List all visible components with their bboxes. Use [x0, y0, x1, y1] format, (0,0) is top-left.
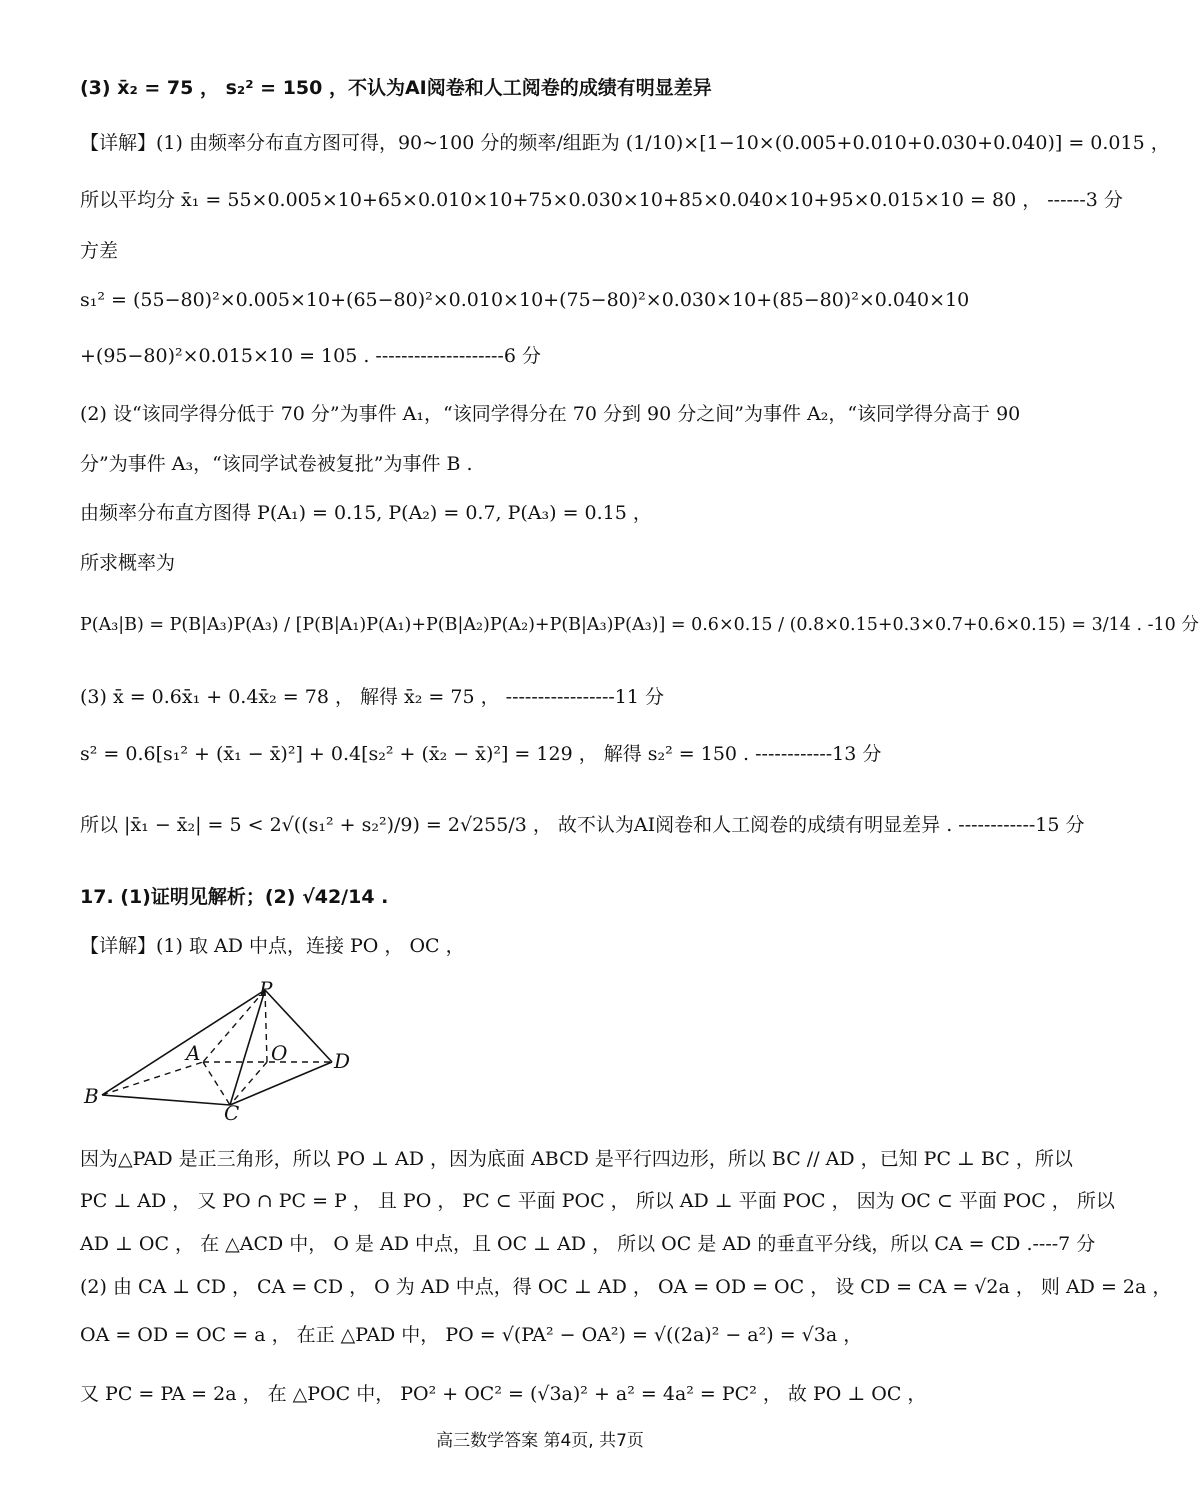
q17-proof-line: OA = OD = OC = a ， 在正 △PAD 中， PO = √(PA² − OA²) = √((2a)² − a²) = √3a ，: [80, 1324, 863, 1346]
vertex-label-o: O: [271, 1041, 288, 1065]
q16-part2-line: 所求概率为: [80, 552, 176, 574]
q16-part2-line: 分”为事件 A₃，“该同学试卷被复批”为事件 B .: [80, 453, 473, 475]
q16-mean-line: 所以平均分 x̄₁ = 55×0.005×10+65×0.010×10+75×0.030×10+85×0.040×10+95×0.015×10 = 80 ， ------3 分: [80, 189, 1123, 211]
q16-detail-line: 【详解】(1) 由频率分布直方图可得，90~100 分的频率/组距为 (1/10)×[1−10×(0.005+0.010+0.030+0.040)] = 0.015 ，: [80, 132, 1170, 154]
q16-part3-line: s² = 0.6[s₁² + (x̄₁ − x̄)²] + 0.4[s₂² + (x̄₂ − x̄)²] = 129 ， 解得 s₂² = 150 . ------------13 分: [80, 743, 882, 765]
q16-answer-3: (3) x̄₂ = 75 ， s₂² = 150 ，不认为AI阅卷和人工阅卷的成绩有明显差异: [80, 77, 712, 99]
vertex-label-d: D: [334, 1049, 351, 1073]
vertex-label-b: B: [84, 1084, 99, 1108]
q17-proof-line: 因为△PAD 是正三角形，所以 PO ⊥ AD ，因为底面 ABCD 是平行四边形，所以 BC // AD ，已知 PC ⊥ BC ，所以: [80, 1148, 1073, 1170]
q16-probability-formula: P(A₃|B) = P(B|A₃)P(A₃) / [P(B|A₁)P(A₁)+P(B|A₂)P(A₂)+P(B|A₃)P(A₃)] = 0.6×0.15 / (0.8×0.15+0.3×0.7+0.6×0.15) = 3/14 . -10 分: [80, 615, 1199, 635]
q17-detail-line: 【详解】(1) 取 AD 中点，连接 PO ， OC ，: [80, 935, 465, 957]
q16-part2-line: (2) 设“该同学得分低于 70 分”为事件 A₁，“该同学得分在 70 分到 90 分之间”为事件 A₂，“该同学得分高于 90: [80, 403, 1021, 425]
pyramid-figure: [80, 977, 380, 1125]
q16-variance-line: s₁² = (55−80)²×0.005×10+(65−80)²×0.010×10+(75−80)²×0.030×10+(85−80)²×0.040×10: [80, 289, 970, 311]
q17-proof-line: PC ⊥ AD ， 又 PO ∩ PC = P ， 且 PO ， PC ⊂ 平面 POC ， 所以 AD ⊥ 平面 POC ， 因为 OC ⊂ 平面 POC ， 所以: [80, 1190, 1115, 1212]
q17-proof-line: 又 PC = PA = 2a ， 在 △POC 中， PO² + OC² = (√3a)² + a² = 4a² = PC² ， 故 PO ⊥ OC ，: [80, 1383, 927, 1405]
q17-proof-line: (2) 由 CA ⊥ CD ， CA = CD ， O 为 AD 中点，得 OC ⊥ AD ， OA = OD = OC ， 设 CD = CA = √2a ， 则 AD = 2a ，: [80, 1276, 1172, 1298]
page-footer: 高三数学答案 第4页, 共7页: [436, 1431, 644, 1451]
q17-proof-line: AD ⊥ OC ， 在 △ACD 中， O 是 AD 中点，且 OC ⊥ AD ， 所以 OC 是 AD 的垂直平分线，所以 CA = CD .----7 分: [80, 1233, 1096, 1255]
q16-variance-label: 方差: [80, 240, 119, 262]
vertex-label-a: A: [186, 1041, 201, 1065]
vertex-label-p: P: [259, 977, 273, 1001]
vertex-label-c: C: [224, 1101, 240, 1125]
q17-answer: 17. (1)证明见解析；(2) √42/14 .: [80, 886, 389, 908]
q16-part3-line: (3) x̄ = 0.6x̄₁ + 0.4x̄₂ = 78 ， 解得 x̄₂ = 75 ， -----------------11 分: [80, 686, 664, 708]
q16-variance-result: +(95−80)²×0.015×10 = 105 . --------------------6 分: [80, 345, 541, 367]
q16-part2-line: 由频率分布直方图得 P(A₁) = 0.15, P(A₂) = 0.7, P(A₃) = 0.15 ，: [80, 502, 652, 524]
q16-part3-line: 所以 |x̄₁ − x̄₂| = 5 < 2√((s₁² + s₂²)/9) = 2√255/3 ， 故不认为AI阅卷和人工阅卷的成绩有明显差异 . ------------15 分: [80, 814, 1085, 836]
